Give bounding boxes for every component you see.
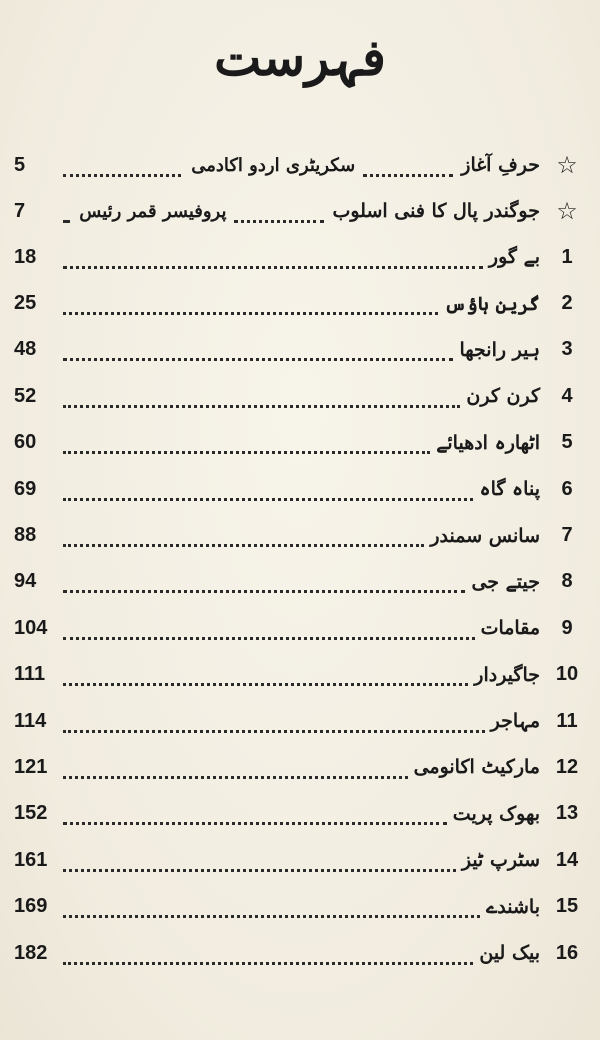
toc-page-number: 18	[14, 245, 37, 268]
toc-page-number: 25	[14, 292, 37, 315]
toc-page-number: 104	[14, 616, 48, 639]
toc-page-number: 111	[14, 663, 46, 686]
toc-title: سانس سمندر	[430, 524, 540, 547]
toc-row	[14, 837, 586, 883]
toc-title: مارکیٹ اکانومی	[413, 756, 540, 779]
toc-row	[14, 791, 586, 837]
dotted-leader	[63, 762, 408, 779]
toc-item-number: 9	[561, 616, 573, 639]
toc-page-number: 69	[14, 477, 37, 500]
toc-item-number: 15	[555, 895, 579, 918]
toc-title: گرین ہاؤس	[444, 292, 540, 315]
toc-title: سٹرپ ٹیز	[461, 849, 540, 872]
toc-row	[14, 234, 586, 280]
dotted-leader	[63, 948, 473, 965]
toc-page-number: 161	[14, 848, 48, 871]
toc-item-number: 14	[555, 848, 579, 871]
toc-row	[14, 280, 586, 326]
toc-row	[14, 512, 586, 558]
toc-item-number: 7	[561, 524, 573, 547]
dotted-leader	[363, 160, 453, 177]
toc-page-number: 60	[14, 431, 37, 454]
toc-item-number: 11	[556, 709, 578, 732]
toc-title: پناہ گاہ	[479, 478, 540, 501]
toc-item-number: 12	[555, 755, 579, 778]
toc-item-number: 2	[561, 292, 573, 315]
dotted-leader	[63, 669, 468, 686]
toc-author: پروفیسر قمر رئیس	[79, 200, 227, 222]
toc-page-number: 52	[14, 384, 37, 407]
toc-title: جیتے جی	[471, 570, 540, 593]
dotted-leader	[63, 623, 475, 640]
toc-row	[14, 883, 586, 929]
toc-row	[14, 744, 586, 790]
toc-page-number: 152	[14, 802, 48, 825]
toc-author: سکریٹری اردو اکادمی	[191, 154, 356, 176]
star-icon: ☆	[556, 151, 578, 179]
dotted-leader	[63, 530, 424, 547]
dotted-leader	[63, 437, 430, 454]
toc-item-number: 13	[555, 802, 579, 825]
toc-intro-row	[14, 142, 586, 188]
dotted-leader	[63, 901, 480, 918]
dotted-leader	[63, 206, 69, 223]
table-of-contents	[14, 142, 586, 976]
dotted-leader	[63, 576, 465, 593]
dotted-leader	[63, 252, 483, 269]
toc-page-number: 182	[14, 941, 48, 964]
toc-title: بیک لین	[479, 942, 540, 965]
toc-title: مقامات	[480, 617, 540, 640]
toc-row	[14, 327, 586, 373]
toc-row	[14, 420, 586, 466]
dotted-leader	[63, 855, 456, 872]
toc-title: جاگیردار	[474, 663, 540, 686]
toc-title: جوگندر پال کا فنی اسلوب	[332, 200, 540, 222]
toc-title: کرن کرن	[466, 385, 540, 408]
dotted-leader	[63, 160, 181, 177]
toc-page-number: 5	[14, 153, 26, 176]
toc-item-number: 1	[561, 245, 573, 268]
toc-page-number: 48	[14, 338, 37, 361]
toc-item-number: 3	[561, 338, 573, 361]
dotted-leader	[234, 206, 324, 223]
toc-page-number: 94	[14, 570, 37, 593]
toc-row	[14, 466, 586, 512]
toc-page-number: 88	[14, 524, 37, 547]
page-title: فہرست	[214, 28, 386, 87]
toc-row	[14, 373, 586, 419]
toc-item-number: 16	[555, 941, 579, 964]
toc-page-number: 121	[14, 755, 48, 778]
dotted-leader	[63, 344, 453, 361]
toc-row	[14, 698, 586, 744]
toc-title: اٹھارہ ادھیائے	[436, 431, 540, 454]
toc-title: باشندے	[486, 895, 540, 918]
star-icon: ☆	[556, 197, 578, 225]
toc-title: بے گور	[488, 246, 540, 269]
dotted-leader	[63, 391, 460, 408]
dotted-leader	[63, 298, 438, 315]
toc-page-number: 7	[14, 199, 26, 222]
toc-item-number: 8	[561, 570, 573, 593]
toc-row	[14, 559, 586, 605]
toc-title: بھوک پریت	[452, 802, 540, 825]
toc-row	[14, 930, 586, 976]
toc-intro-row	[14, 188, 586, 234]
toc-title: حرفِ آغاز	[461, 154, 540, 176]
toc-row	[14, 652, 586, 698]
dotted-leader	[63, 484, 473, 501]
toc-item-number: 5	[561, 431, 573, 454]
toc-item-number: 4	[561, 384, 573, 407]
toc-item-number: 6	[561, 477, 573, 500]
toc-page-number: 169	[14, 895, 48, 918]
toc-title: ہیر رانجھا	[459, 338, 540, 361]
toc-page-number: 114	[14, 709, 47, 732]
toc-title: مہاجر	[490, 710, 540, 733]
toc-item-number: 10	[555, 663, 579, 686]
dotted-leader	[63, 808, 447, 825]
dotted-leader	[63, 716, 485, 733]
toc-row	[14, 605, 586, 651]
